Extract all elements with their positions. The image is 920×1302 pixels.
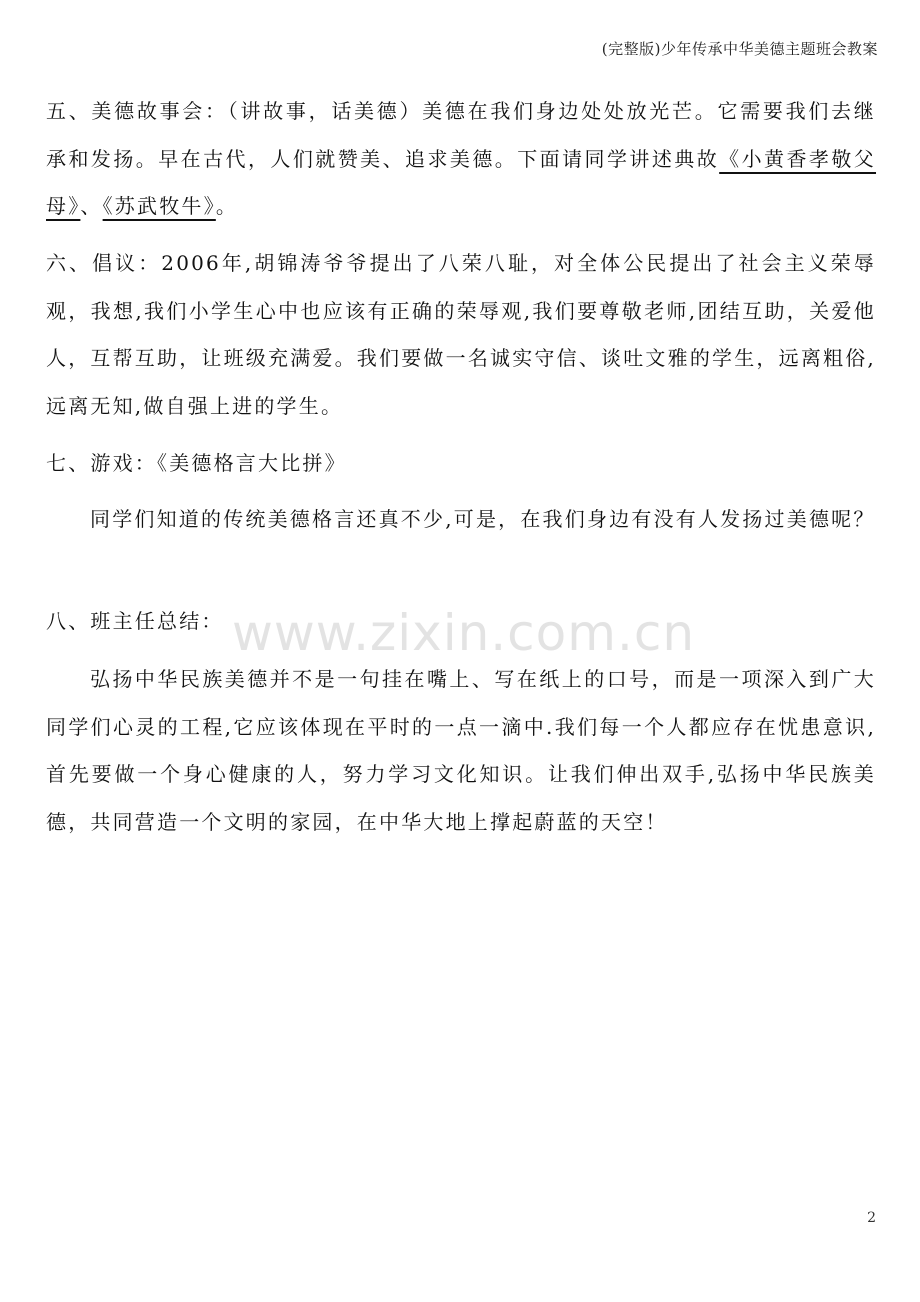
watermark: www.zixin.com.cn [232,604,696,662]
section-5-text: 五、美德故事会：（讲故事，话美德）美德在我们身边处处放光芒。它需要我们去继承和发扬。早在古代，人们就赞美、追求美德。下面请同学讲述典故 [46,99,876,171]
section-5-paragraph [46,88,876,231]
story-title-suwu: 《苏武牧牛》 [102,194,216,218]
section-8-title: 八、班主任总结： [46,609,224,633]
section-7-title: 七、游戏：《美德格言大比拼》 [46,451,347,475]
section-5-end: 。 [215,194,239,218]
section-5-separator: 、 [80,194,103,218]
section-8-body: 弘扬中华民族美德并不是一句挂在嘴上、写在纸上的口号，而是一项深入到广大同学们心灵的工程,它应该体现在平时的一点一滴中.我们每一个人都应存在忧患意识,首先要做一个身心健康的人，努力学习文化知识。让我们伸出双手,弘扬中华民族美德，共同营造一个文明的家园，在中华大地上撑起蔚蓝的天空！ [46,667,876,834]
story-title-xiaohuangxiang: 《小黄香孝敬父母》 [46,146,877,218]
document-header: (完整版)少年传承中华美德主题班会教案 [601,40,878,58]
section-7-body: 同学们知道的传统美德格言还真不少,可是，在我们身边有没有人发扬过美德呢？ [90,507,876,531]
section-6-paragraph: 六、倡议：2006年,胡锦涛爷爷提出了八荣八耻，对全体公民提出了社会主义荣辱观，我想,我们小学生心中也应该有正确的荣辱观,我们要尊敬老师,团结互助，关爱他人，互帮互助，让班级充满爱。我们要做一名诚实守信、谈吐文雅的学生，远离粗俗,远离无知,做自强上进的学生。 [46,251,876,418]
page-number: 2 [867,1210,876,1226]
